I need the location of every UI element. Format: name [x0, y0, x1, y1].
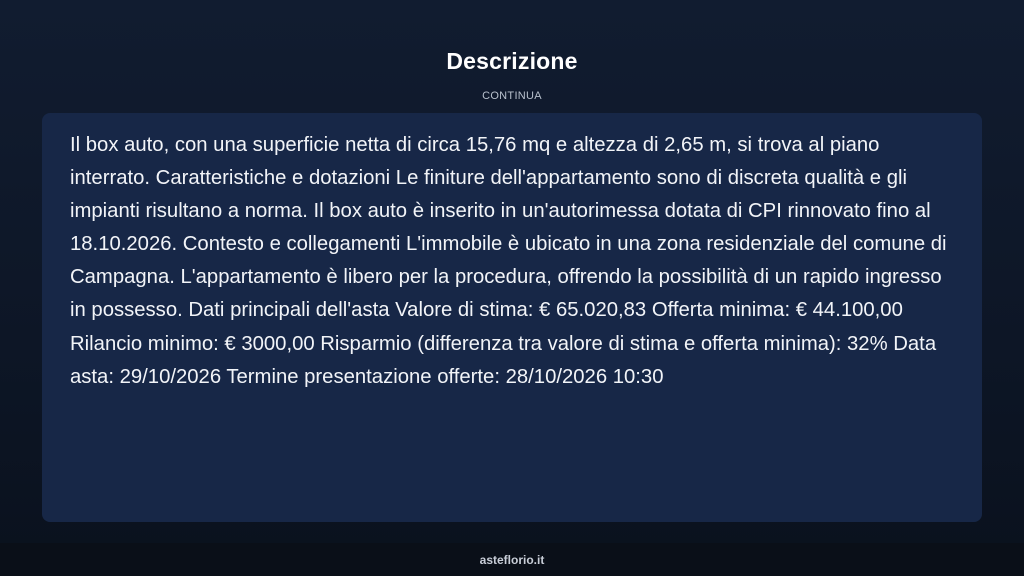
continua-label: CONTINUA [482, 90, 542, 102]
footer-bar [0, 543, 1024, 576]
footer-site-name: asteflorio.it [479, 553, 545, 567]
description-text: Il box auto, con una superficie netta di circa 15,76 mq e altezza di 2,65 m, si trova al piano interrato. Caratteristiche e dotazioni Le finiture dell'appartamento sono di discreta qualità e gli impianti risultano a norma. Il box auto è inserito in un'autorimessa dotata di CPI rinnovato fino al 18.10.2026. Contesto e collegamenti L'immobile è ubicato in una zona residenziale del comune di Campagna. L'appartamento è libero per la procedura, offrendo la possibilità di un rapido ingresso in possesso. Dati principali dell'asta Valore di stima: € 65.020,83 Offerta minima: € 44.100,00 Rilancio minimo: € 3000,00 Risparmio (differenza tra valore di stima e offerta minima): 32% Data asta: 29/10/2026 Termine presentazione offerte: 28/10/2026 10:30 [70, 134, 947, 388]
page-title: Descrizione [446, 48, 578, 74]
description-card [42, 113, 982, 522]
